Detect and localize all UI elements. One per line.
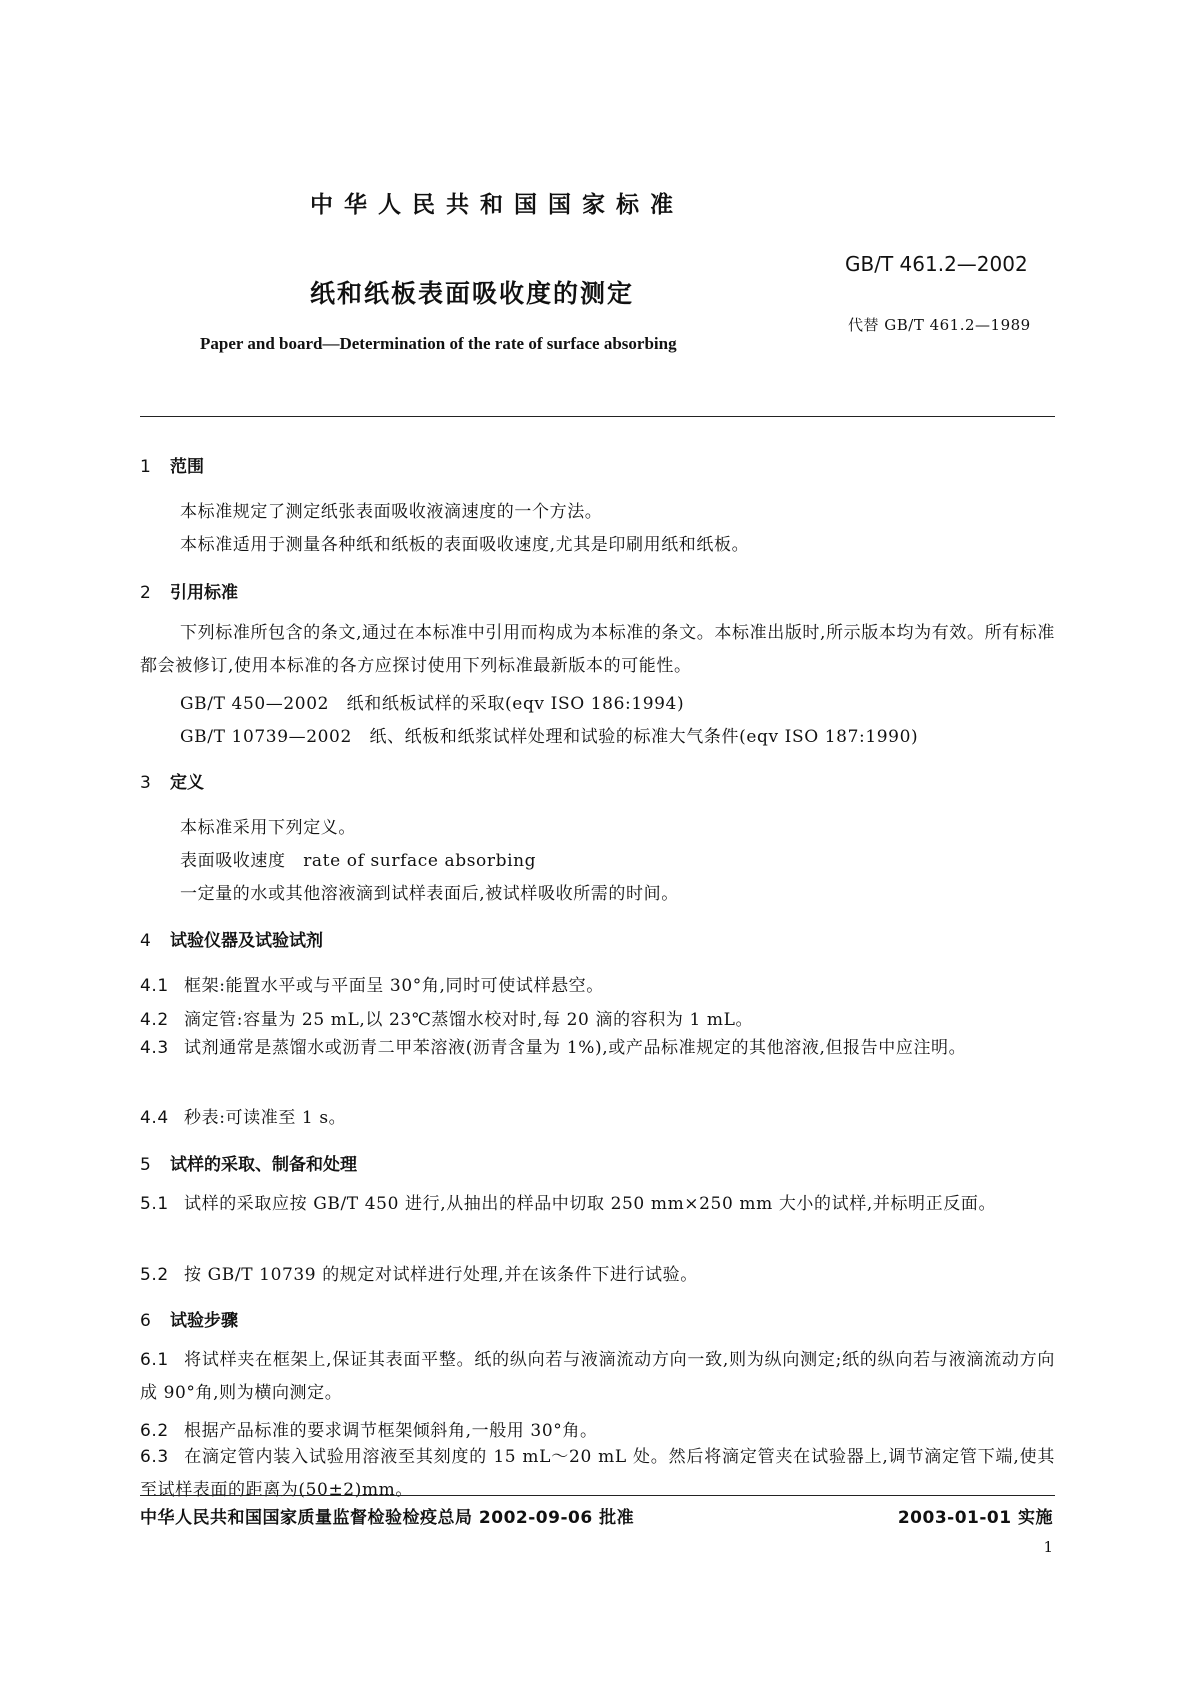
- section-number: 5: [140, 1155, 151, 1175]
- page-number: 1: [1043, 1538, 1053, 1556]
- footer-divider: [140, 1495, 1055, 1496]
- section-2-heading: [140, 578, 238, 603]
- clause-text: 根据产品标准的要求调节框架倾斜角,一般用 30°角。: [184, 1421, 598, 1441]
- paragraph: 下列标准所包含的条文,通过在本标准中引用而构成为本标准的条文。本标准出版时,所示版本均为有效。所有标准都会被修订,使用本标准的各方应探讨使用下列标准最新版本的可能性。: [140, 623, 1055, 676]
- section-3-heading: [140, 768, 204, 793]
- clause-number: 5.1: [140, 1194, 169, 1214]
- clause-number: 6.3: [140, 1447, 169, 1467]
- section-title: 范围: [170, 457, 204, 477]
- clause-6-1: [140, 1344, 1055, 1410]
- term-definition-label: 表面吸收速度 rate of surface absorbing: [180, 851, 537, 871]
- section-number: 3: [140, 773, 151, 793]
- clause-text: 在滴定管内装入试验用溶液至其刻度的 15 mL～20 mL 处。然后将滴定管夹在试验器上,调节滴定管下端,使其至试样表面的距离为(50±2)mm。: [140, 1447, 1055, 1500]
- clause-text: 秒表:可读准至 1 s。: [184, 1108, 347, 1128]
- clause-number: 4.2: [140, 1010, 169, 1030]
- document-title-cn: 纸和纸板表面吸收度的测定: [310, 279, 635, 308]
- section-5-heading: [140, 1150, 357, 1175]
- clause-4-4: [140, 1103, 346, 1128]
- section-title: 定义: [170, 773, 204, 793]
- section-4-heading: [140, 926, 323, 951]
- clause-6-2: [140, 1416, 598, 1441]
- header-divider: [140, 416, 1055, 417]
- clause-5-1: [140, 1188, 1055, 1221]
- section-title: 试验步骤: [170, 1311, 238, 1331]
- section-title: 试验仪器及试验试剂: [170, 931, 323, 951]
- clause-4-3: [140, 1032, 1055, 1065]
- document-title-en: Paper and board—Determination of the rate of surface absorbing: [200, 334, 677, 353]
- clause-number: 4.3: [140, 1038, 169, 1058]
- paragraph: 本标准规定了测定纸张表面吸收液滴速度的一个方法。: [180, 502, 603, 522]
- clause-text: 将试样夹在框架上,保证其表面平整。纸的纵向若与液滴流动方向一致,则为纵向测定;纸的纵向若与液滴流动方向成 90°角,则为横向测定。: [140, 1350, 1055, 1403]
- section-title: 试样的采取、制备和处理: [170, 1155, 357, 1175]
- section-number: 2: [140, 583, 151, 603]
- replaces-standard: 代替 GB/T 461.2—1989: [848, 316, 1031, 334]
- reference-standard: GB/T 450—2002 纸和纸板试样的采取(eqv ISO 186:1994): [180, 694, 685, 714]
- clause-text: 按 GB/T 10739 的规定对试样进行处理,并在该条件下进行试验。: [184, 1265, 698, 1285]
- clause-5-2: [140, 1260, 698, 1285]
- clause-number: 4.4: [140, 1108, 169, 1128]
- clause-number: 6.1: [140, 1350, 169, 1370]
- clause-number: 5.2: [140, 1265, 169, 1285]
- section-number: 4: [140, 931, 151, 951]
- paragraph: 本标准采用下列定义。: [180, 818, 356, 838]
- clause-4-2: [140, 1005, 753, 1030]
- clause-4-1: [140, 971, 604, 996]
- clause-text: 试剂通常是蒸馏水或沥青二甲苯溶液(沥青含量为 1%),或产品标准规定的其他溶液,但报告中应注明。: [184, 1038, 967, 1058]
- section-1-heading: [140, 452, 204, 477]
- effective-date: 2003-01-01 实施: [897, 1508, 1053, 1528]
- clause-6-3: [140, 1441, 1055, 1507]
- term-definition: 一定量的水或其他溶液滴到试样表面后,被试样吸收所需的时间。: [180, 884, 679, 904]
- clause-text: 试样的采取应按 GB/T 450 进行,从抽出的样品中切取 250 mm×250 mm 大小的试样,并标明正反面。: [184, 1194, 997, 1214]
- standard-code: GB/T 461.2—2002: [845, 252, 1028, 276]
- clause-number: 6.2: [140, 1421, 169, 1441]
- reference-standard: GB/T 10739—2002 纸、纸板和纸浆试样处理和试验的标准大气条件(eqv ISO 187:1990): [180, 727, 919, 747]
- national-standard-label: 中华人民共和国国家标准: [310, 192, 684, 218]
- issuing-authority: 中华人民共和国国家质量监督检验检疫总局 2002-09-06 批准: [140, 1508, 635, 1528]
- clause-text: 滴定管:容量为 25 mL,以 23℃蒸馏水校对时,每 20 滴的容积为 1 mL。: [184, 1010, 754, 1030]
- paragraph: 本标准适用于测量各种纸和纸板的表面吸收速度,尤其是印刷用纸和纸板。: [180, 535, 750, 555]
- section-number: 1: [140, 457, 151, 477]
- section-number: 6: [140, 1311, 151, 1331]
- clause-number: 4.1: [140, 976, 169, 996]
- section-6-heading: [140, 1306, 238, 1331]
- section-title: 引用标准: [170, 583, 238, 603]
- clause-text: 框架:能置水平或与平面呈 30°角,同时可使试样悬空。: [184, 976, 604, 996]
